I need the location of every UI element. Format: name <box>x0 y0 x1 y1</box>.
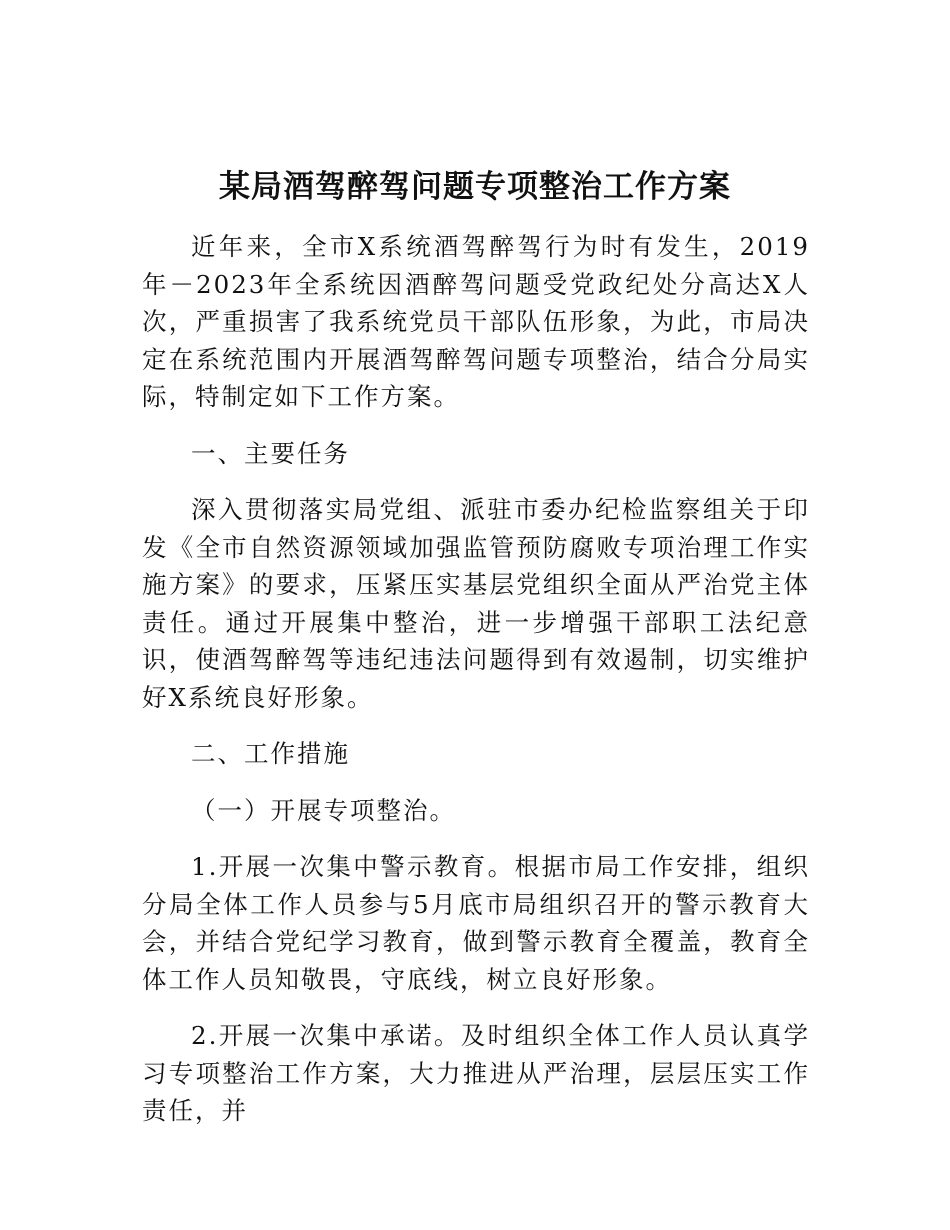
main-tasks-paragraph: 深入贯彻落实局党组、派驻市委办纪检监察组关于印发《全市自然资源领域加强监管预防腐败专项治理工作实施方案》的要求，压紧压实基层党组织全面从严治党主体责任。通过开展集中整治，进一步增强干部职工法纪意识，使酒驾醉驾等违纪违法问题得到有效遏制，切实维护好X系统良好形象。 <box>142 495 810 712</box>
measure-item-2: 2.开展一次集中承诺。及时组织全体工作人员认真学习专项整治工作方案，大力推进从严治理，层层压实工作责任，并 <box>142 1021 810 1125</box>
section-heading-main-tasks: 一、主要任务 <box>191 438 350 468</box>
document-body <box>142 228 810 1130</box>
section-heading-work-measures: 二、工作措施 <box>191 739 350 768</box>
measure-item-1: 1.开展一次集中警示教育。根据市局工作安排，组织分局全体工作人员参与5月底市局组织召开的警示教育大会，并结合党纪学习教育，做到警示教育全覆盖，教育全体工作人员知敬畏，守底线，树立良好形象。 <box>142 852 810 994</box>
intro-paragraph: 近年来，全市X系统酒驾醉驾行为时有发生，2019年－2023年全系统因酒醉驾问题受党政纪处分高达X人次，严重损害了我系统党员干部队伍形象，为此，市局决定在系统范围内开展酒驾醉驾问题专项整治，结合分局实际，特制定如下工作方案。 <box>142 232 810 411</box>
document-title: 某局酒驾醉驾问题专项整治工作方案 <box>219 169 731 205</box>
subsection-heading-special-rectification: （一）开展专项整治。 <box>191 795 456 825</box>
